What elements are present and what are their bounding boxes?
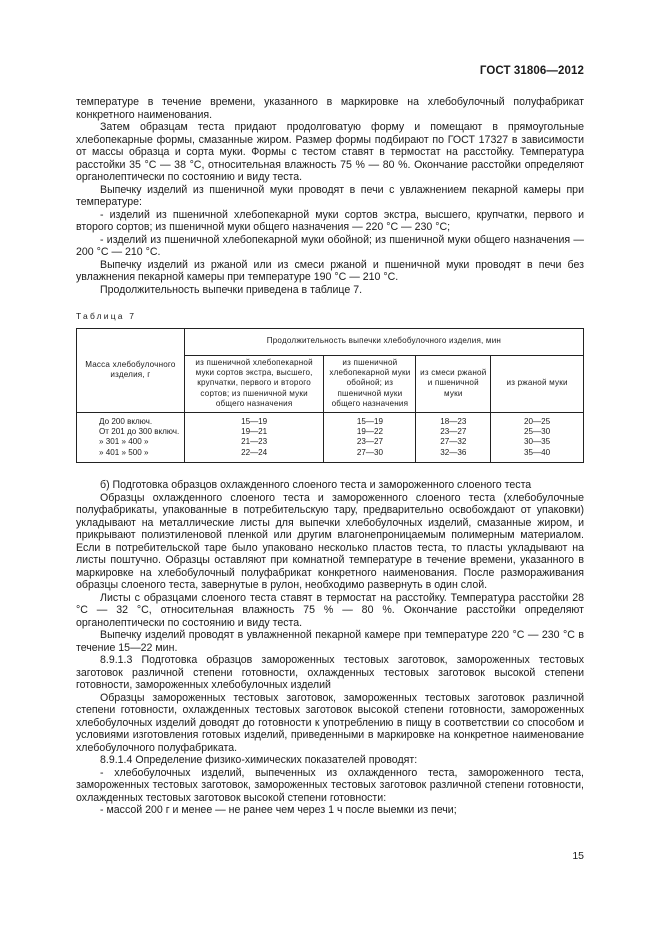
page-content [76,96,584,817]
paragraph: температуре в течение времени, указанного в маркировке на хлебобулочный полуфабрикат конкретного наименования. [76,96,584,121]
mass-column-header: Масса хлебобулочного изделия, г [77,328,185,412]
duration-group-header: Продолжительность выпечки хлебобулочного изделия, мин [184,328,583,355]
sub-header-wheat-wholemeal: из пшеничной хлебопекарной муки обойной; из пшеничной муки общего назначения [324,355,416,412]
page-number: 15 [572,850,584,862]
paragraph: б) Подготовка образцов охлажденного слоеного теста и замороженного слоеного теста [100,479,532,492]
wheat-premium-cell: 15—19 19—21 21—23 22—24 [184,412,324,463]
rye-cell: 20—25 25—30 30—35 35—40 [491,412,584,463]
paragraph: Выпечку изделий проводят в увлажненной пекарной камере при температуре 220 °С — 230 °С в течение 15—22 мин. [76,629,584,654]
paragraph: 8.9.1.4 Определение физико-химических показателей проводят: [100,754,418,767]
paragraph: - массой 200 г и менее — не ранее чем через 1 ч после выемки из печи; [100,804,457,817]
wheat-wholemeal-cell: 15—19 19—22 23—27 27—30 [324,412,416,463]
sub-header-rye-wheat-mix: из смеси ржаной и пшеничной муки [416,355,491,412]
mass-cell: До 200 включ. От 201 до 300 включ. » 301 » 400 » » 401 » 500 » [77,412,185,463]
paragraph: - изделий из пшеничной хлебопекарной муки обойной; из пшеничной муки общего назначения — 200 °С — 210 °С. [76,233,584,258]
paragraph: - изделий из пшеничной хлебопекарной муки сортов экстра, высшего, крупчатки, первого и второго сортов; из пшеничной муки общего назначения — 220 °С — 230 °С; [76,208,584,233]
paragraph: Листы с образцами слоеного теста ставят в термостат на расстойку. Температура расстойки 28 °С — 32 °С, относительная влажность 75 % — 80 %. Окончание расстойки определяют органолептически по состоянию и виду теста. [76,591,584,629]
paragraph: 8.9.1.3 Подготовка образцов замороженных тестовых заготовок, замороженных тестовых заготовок различной степени готовности, охлажденных тестовых заготовок высокой степени готовности, замороженных хлебобулочных изделий [76,654,584,692]
paragraph: Образцы охлажденного слоеного теста и замороженного слоеного теста (хлебобулочные полуфабрикаты, упакованные в потребительскую тару, предварительно освобождают от упаковки) укладывают на металлические листы для выпечки хлебобулочных изделий, смазанные жиром, и прикрывают полиэтиленовой пленкой или другим влагонепроницаемым полимерным материалом. Если в потребительской таре было упаковано несколько пластов теста, то пласты укладывают на листы поштучно. Образцы оставляют при комнатной температуре в течение времени, указанного в маркировке на хлебобулочный полуфабрикат конкретного наименования. После размораживания образцы слоеного теста, завернутые в рулон, необходимо развернуть в один слой. [76,491,584,592]
text-before-table [76,96,584,296]
paragraph: Продолжительность выпечки приведена в таблице 7. [100,283,363,296]
sub-header-wheat-premium: из пшеничной хлебопекарной муки сортов экстра, высшего, крупчатки, первого и второго сортов; из пшеничной муки общего назначения [184,355,324,412]
paragraph: Выпечку изделий из пшеничной муки проводят в печи с увлажнением пекарной камеры при температуре: [76,183,584,208]
paragraph: Образцы замороженных тестовых заготовок, замороженных тестовых заготовок различной степени готовности, охлажденных тестовых заготовок высокой степени готовности, замороженных хлебобулочных изделий доводят до готовности к употреблению в пищу в соответствии со способом и условиями изготовления готовых изделий, приведенными в маркировке на конкретное наименование хлебобулочного полуфабриката. [76,691,584,754]
paragraph: Затем образцам теста придают продолговатую форму и помещают в прямоугольные хлебопекарные формы, смазанные жиром. Размер формы подбирают по ГОСТ 17327 в зависимости от массы образца и сорта муки. Формы с тестом ставят в термостат на расстойку. Температура расстойки 35 °С — 38 °С, относительная влажность 75 % — 80 %. Окончание расстойки определяют органолептически по состоянию и виду теста. [76,121,584,183]
rye-wheat-mix-cell: 18—23 23—27 27—32 32—36 [416,412,491,463]
table-caption: Таблица 7 [76,311,137,321]
paragraph: - хлебобулочных изделий, выпеченных из охлажденного теста, замороженного теста, замороженных тестовых заготовок, замороженных тестовых заготовок различной степени готовности, охлажденных тестовых заготовок высокой степени готовности: [76,766,584,804]
document-header: ГОСТ 31806—2012 [479,65,584,77]
table-row [77,412,584,463]
text-after-table [76,479,584,817]
paragraph: Выпечку изделий из ржаной или из смеси ржаной и пшеничной муки проводят в печи без увлажнения пекарной камеры при температуре 190 °С — 210 °С. [76,258,584,283]
baking-duration-table [76,328,584,464]
sub-header-rye: из ржаной муки [491,355,584,412]
